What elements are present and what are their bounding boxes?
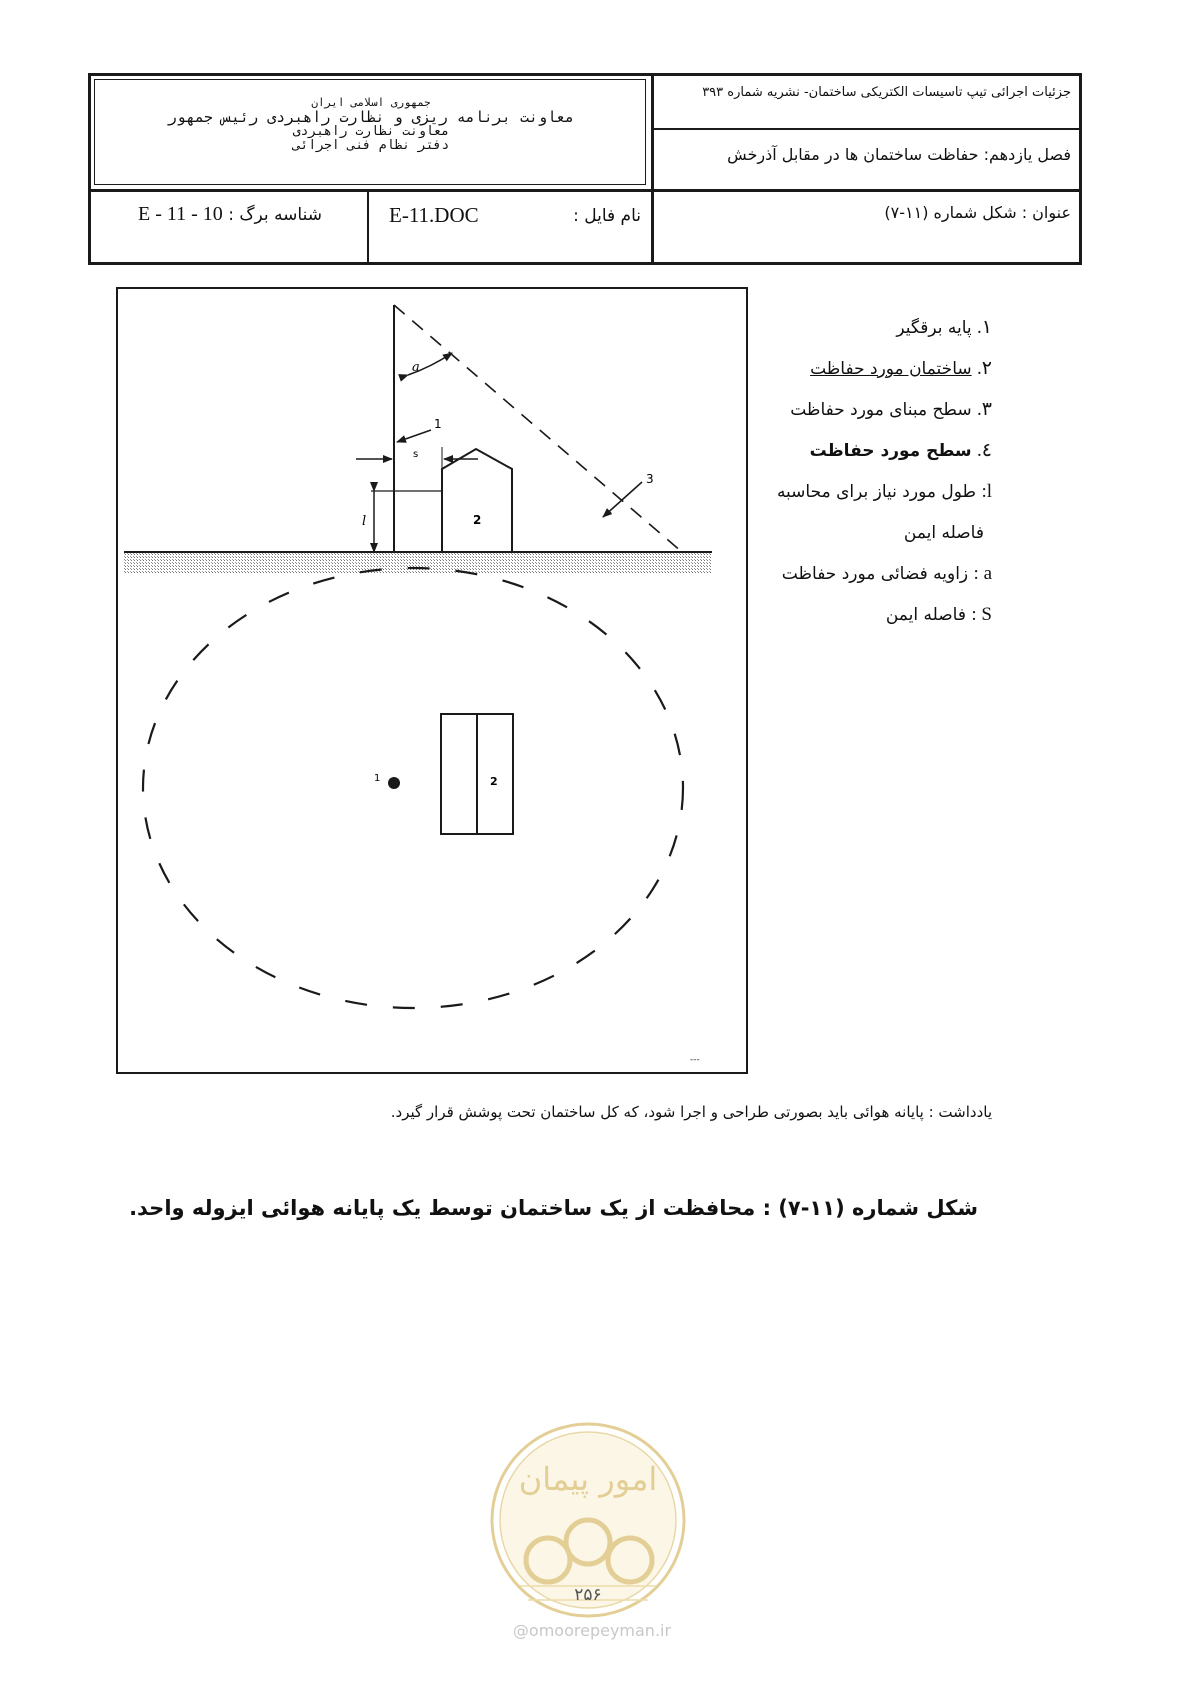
label-1: 1 bbox=[434, 417, 442, 431]
label-plan-2: 2 bbox=[490, 775, 498, 788]
org-line-2: معاونت برنامه ریزی و نظارت راهبردی رئیس جمهور bbox=[167, 108, 575, 126]
logo-text: امور پیمان bbox=[518, 1460, 658, 1498]
label-l: l bbox=[362, 514, 367, 529]
protected-building bbox=[442, 449, 512, 552]
sheet-id: E - 11 - 10 bbox=[138, 203, 223, 225]
legend-text: فاصله ایمن bbox=[885, 605, 966, 625]
legend-item: ٤. سطح مورد حفاظت bbox=[809, 440, 992, 461]
label-point-1: 1 bbox=[374, 773, 381, 784]
figure-caption: شکل شماره (۱۱-۷) : محافظت از یک ساختمان توسط یک پایانه هوائی ایزوله واحد. bbox=[129, 1196, 978, 1220]
legend-item: ۲. ساختمان مورد حفاظت bbox=[810, 358, 992, 379]
publication-title: جزئیات اجرائی تیپ تاسیسات الکتریکی ساختمان- نشریه شماره ۳۹۳ bbox=[702, 85, 1071, 100]
file-name: E-11.DOC bbox=[389, 203, 479, 227]
org-line-1: جمهوری اسلامی ایران bbox=[311, 96, 431, 109]
legend-text: سطح مورد حفاظت bbox=[809, 441, 972, 461]
lightning-protection-figure bbox=[116, 287, 748, 1074]
figure-note: یادداشت : پایانه هوائی باید بصورتی طراحی و اجرا شود، که کل ساختمان تحت پوشش قرار گیرد. bbox=[390, 1103, 992, 1121]
header-right-divider bbox=[654, 128, 1079, 130]
sheet-id-cell bbox=[99, 203, 361, 226]
legend-item: a : زاویه فضائی مورد حفاظت bbox=[781, 563, 992, 584]
air-terminal-point bbox=[388, 777, 400, 789]
org-line-4: دفتر نظام فنی اجرائی bbox=[292, 138, 450, 153]
legend-text: فاصله ایمن bbox=[903, 523, 984, 543]
legend-text: ساختمان مورد حفاظت bbox=[810, 359, 972, 379]
legend-text: سطح مبنای مورد حفاظت bbox=[790, 400, 972, 420]
header-divider bbox=[651, 76, 654, 262]
page-number: ۲۵۶ bbox=[574, 1585, 602, 1605]
header-row-divider bbox=[91, 189, 1079, 192]
ground-hatch bbox=[124, 553, 712, 573]
figure-frame bbox=[117, 288, 747, 1073]
legend-item: ۱. پایه برقگیر bbox=[896, 317, 992, 338]
org-block bbox=[101, 96, 641, 153]
file-label: نام فایل : bbox=[573, 206, 641, 226]
legend-item: l: طول مورد نیاز برای محاسبه bbox=[776, 481, 992, 502]
label-3: 3 bbox=[646, 472, 654, 486]
figure-title-label: عنوان : شکل شماره (۱۱-۷) bbox=[884, 203, 1071, 222]
label-a: a bbox=[412, 360, 420, 375]
legend-item bbox=[744, 523, 992, 564]
figure-footer-mark: --- bbox=[690, 1055, 700, 1065]
label-s: s bbox=[413, 449, 419, 460]
chapter-title: فصل یازدهم: حفاظت ساختمان ها در مقابل آذرخش bbox=[727, 145, 1071, 164]
label-2: 2 bbox=[473, 513, 482, 527]
header-bottom-divider bbox=[367, 192, 369, 262]
legend-item: S : فاصله ایمن bbox=[885, 604, 992, 625]
org-line-3: معاونت نظارت راهبردی bbox=[292, 124, 450, 139]
legend-text: طول مورد نیاز برای محاسبه bbox=[776, 482, 977, 502]
mast-pointer-arrow bbox=[397, 430, 431, 442]
legend-item: ۳. سطح مبنای مورد حفاظت bbox=[790, 399, 992, 420]
protection-zone-circle bbox=[143, 568, 683, 1008]
legend-text: پایه برقگیر bbox=[896, 318, 972, 338]
sheet-label: شناسه برگ : bbox=[228, 205, 322, 225]
website-label: @omoorepeyman.ir bbox=[512, 1621, 672, 1640]
legend-text: زاویه فضائی مورد حفاظت bbox=[781, 564, 969, 584]
header-table bbox=[88, 73, 1082, 265]
watermark-seal bbox=[480, 1410, 700, 1645]
figure-legend bbox=[744, 318, 992, 646]
